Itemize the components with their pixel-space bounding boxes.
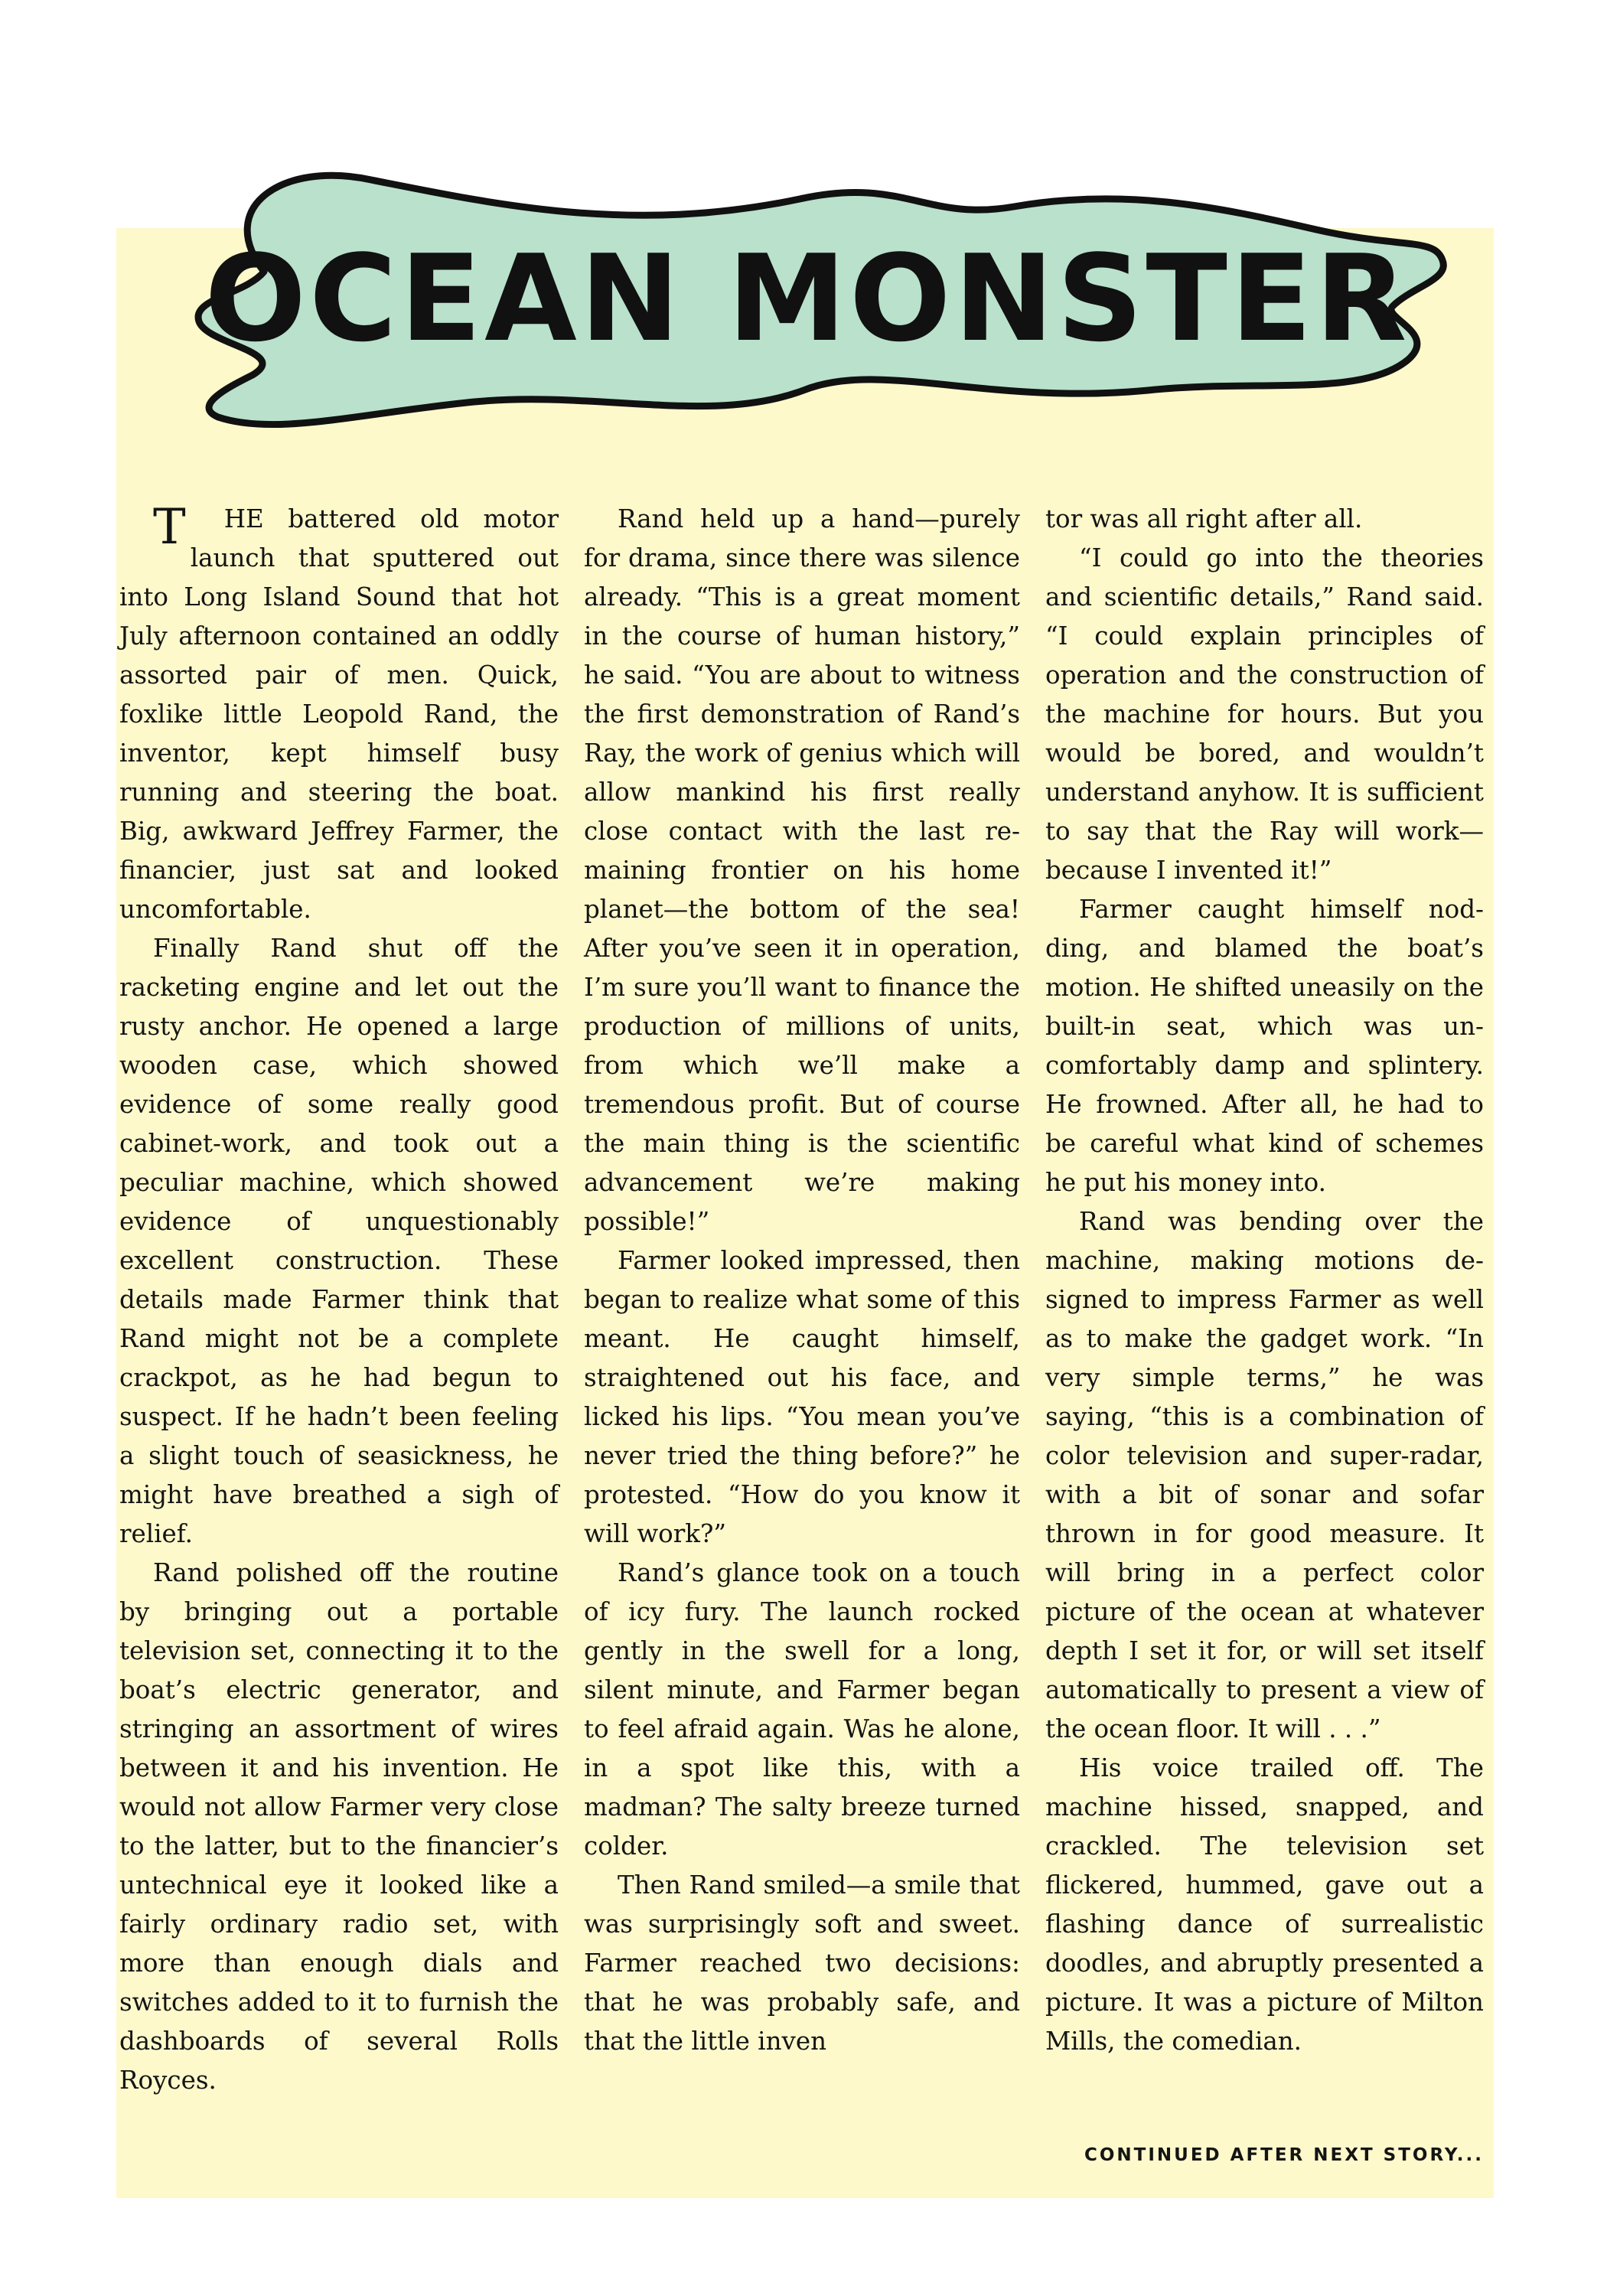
paragraph: Rand was bending over the machine, making motions designed to impress Farmer as well as to make the gadget work. “In very simple terms,” he was saying, “this is a combination of color television and super-radar, with a bit of sonar and sofar thrown in for good measure. It will bring in a perfect color picture of the ocean at whatever depth I set it for, or will set itself automatically to present a view of the ocean floor. It will . . .”	[1045, 1207, 1484, 1743]
paragraph: Farmer caught himself nodding, and blamed the boat’s motion. He shifted uneasily on the built-in seat, which was uncomfortably damp and splintery. He frowned. After all, he had to be careful what kind of schemes he put his money into.	[1045, 895, 1484, 1197]
column-3	[1045, 500, 1484, 2061]
drop-cap: T	[153, 499, 186, 556]
story-title: OCEAN MONSTER	[204, 229, 1410, 368]
paragraph	[119, 500, 559, 929]
paragraph-text: HE battered old motor launch that sputtered out into Long Island Sound that hot July afternoon contained an oddly assorted pair of men. Quick, foxlike little Leopold Rand, the inventor, kept himself busy running and steering the boat. Big, awkward Jeffrey Farmer, the financier, just sat and looked uncomfortable.	[119, 504, 559, 924]
column-2	[584, 500, 1020, 2061]
paragraph: Finally Rand shut off the racketing engine and let out the rusty anchor. He opened a large wooden case, which showed evidence of some really good cabinet-work, and took out a peculiar machine, which showed evidence of unquestionably excellent construction. These details made Farmer think that Rand might not be a complete crackpot, as he had begun to suspect. If he hadn’t been feeling a slight touch of seasickness, he might have breathed a sigh of relief.	[119, 934, 559, 1548]
paragraph: Rand polished off the routine by bringing out a portable television set, connecting it to the boat’s electric generator, and stringing an assortment of wires between it and his invention. He would not allow Farmer very close to the latter, but to the financier’s untechnical eye it looked like a fairly ordinary radio set, with more than enough dials and switches added to it to furnish the dashboards of several Rolls Royces.	[119, 1558, 559, 2095]
paragraph: tor was all right after all.	[1045, 504, 1363, 533]
paragraph: “I could go into the theories and scientific details,” Rand said. “I could explain principles of operation and the construction of the machine for hours. But you would be bored, and wouldn’t understand anyhow. It is sufficient to say that the Ray will work—because I invented it!”	[1045, 543, 1484, 885]
paragraph: His voice trailed off. The machine hissed, snapped, and crackled. The television set flickered, hummed, gave out a flashing dance of surrealistic doodles, and abruptly presented a picture. It was a picture of Milton Mills, the comedian.	[1045, 1753, 1484, 2056]
paragraph: Farmer looked impressed, then began to realize what some of this meant. He caught himself, straightened out his face, and licked his lips. “You mean you’ve never tried the thing before?” he protested. “How do you know it will work?”	[584, 1246, 1020, 1548]
paragraph: Then Rand smiled—a smile that was surprisingly soft and sweet. Farmer reached two decisions: that he was probably safe, and that the little inven	[584, 1870, 1020, 2056]
paragraph: Rand’s glance took on a touch of icy fury. The launch rocked gently in the swell for a long, silent minute, and Farmer began to feel afraid again. Was he alone, in a spot like this, with a madman? The salty breeze turned colder.	[584, 1558, 1020, 1861]
continued-note: CONTINUED AFTER NEXT STORY...	[1084, 2145, 1484, 2165]
column-1	[119, 500, 559, 2100]
paragraph: Rand held up a hand—purely for drama, since there was silence already. “This is a great moment in the course of human history,” he said. “You are about to witness the first demonstration of Rand’s Ray, the work of genius which will allow mankind his first really close contact with the last remaining frontier on his home planet—the bottom of the sea! After you’ve seen it in operation, I’m sure you’ll want to finance the production of millions of units, from which we’ll make a tremendous profit. But of course the main thing is the scientific advancement we’re making possible!”	[584, 504, 1020, 1236]
